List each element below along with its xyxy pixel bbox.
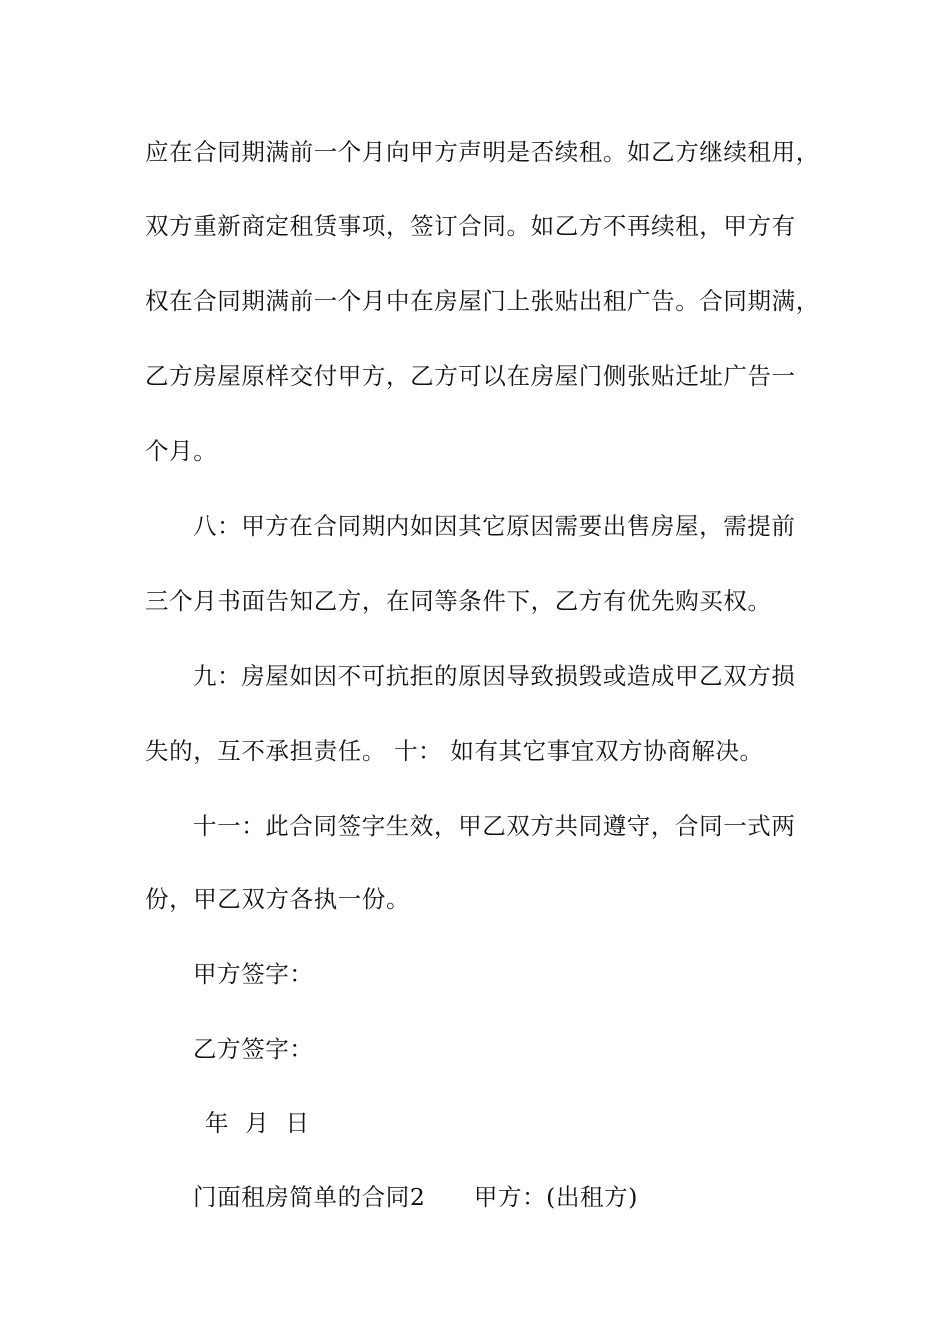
- clause-nine-line: 九：房屋如因不可抗拒的原因导致损毁或造成甲乙双方损: [193, 662, 796, 690]
- clause-eight-line: 八：甲方在合同期内如因其它原因需要出售房屋，需提前: [193, 512, 796, 540]
- party-b-signature-label: 乙方签字：: [193, 1035, 314, 1063]
- paragraph-line: 三个月书面告知乙方，在同等条件下，乙方有优先购买权。: [145, 587, 772, 615]
- paragraph-line: 个月。: [145, 437, 218, 465]
- next-contract-heading: 门面租房简单的合同2 甲方：(出租方): [193, 1183, 639, 1211]
- clause-eleven-line: 十一：此合同签字生效，甲乙双方共同遵守，合同一式两: [193, 812, 796, 840]
- paragraph-line: 份，甲乙双方各执一份。: [145, 885, 411, 913]
- paragraph-line: 失的，互不承担责任。 十： 如有其它事宜双方协商解决。: [145, 737, 764, 765]
- paragraph-line: 权在合同期满前一个月中在房屋门上张贴出租广告。合同期满，: [145, 287, 820, 315]
- paragraph-line: 乙方房屋原样交付甲方，乙方可以在房屋门侧张贴迁址广告一: [145, 362, 796, 390]
- paragraph-line: 应在合同期满前一个月向甲方声明是否续租。如乙方继续租用，: [145, 138, 820, 166]
- party-a-signature-label: 甲方签字：: [193, 960, 314, 988]
- date-line: 年 月 日: [205, 1109, 310, 1137]
- paragraph-line: 双方重新商定租赁事项，签订合同。如乙方不再续租，甲方有: [145, 212, 796, 240]
